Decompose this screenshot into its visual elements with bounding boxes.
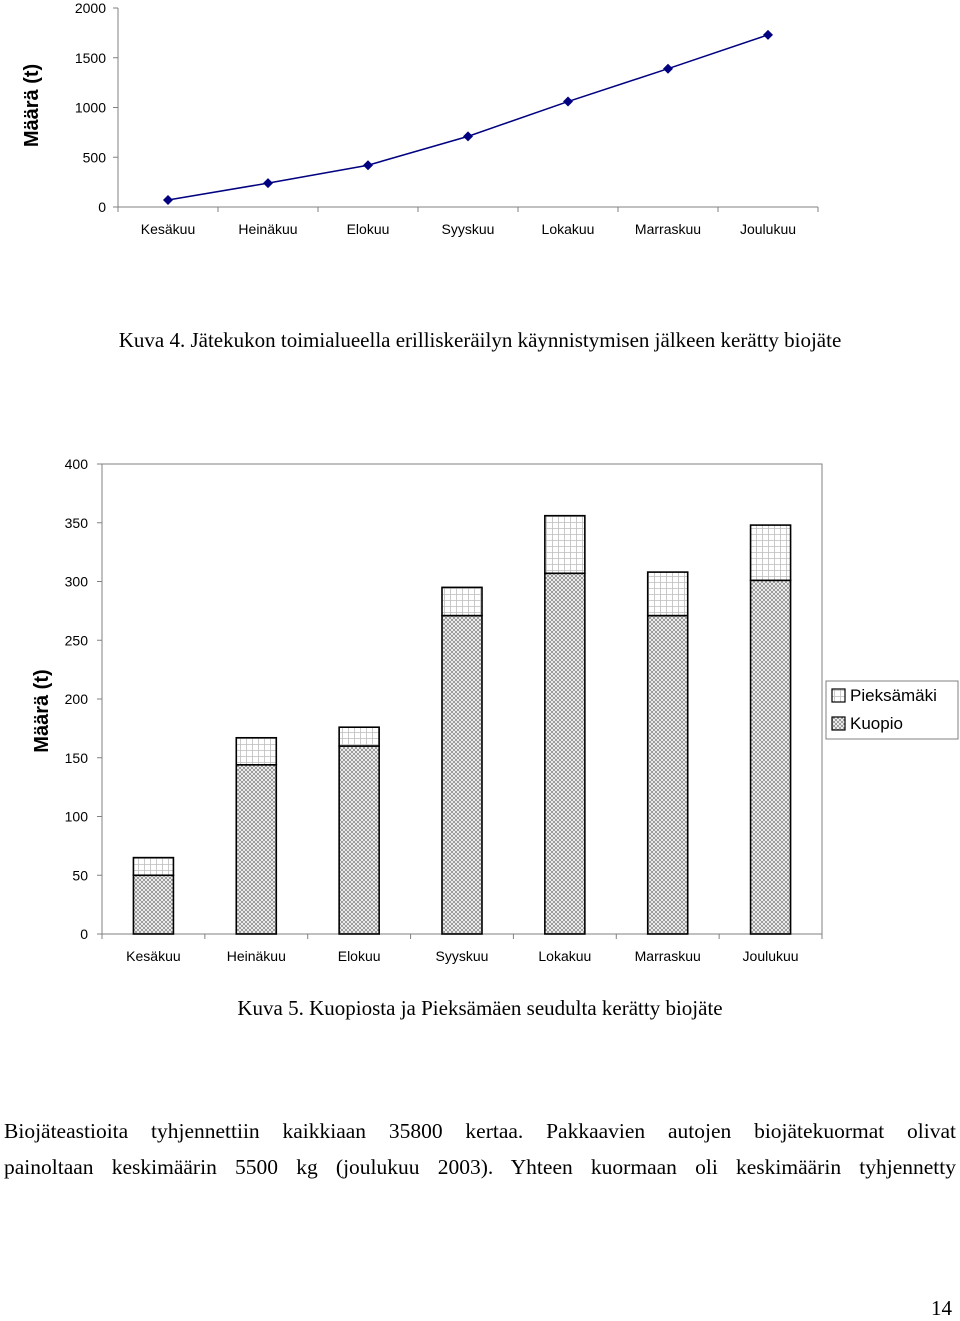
y-tick-label: 350 (64, 514, 88, 531)
x-tick-label: Syyskuu (435, 948, 489, 964)
x-tick-label: Joulukuu (739, 221, 797, 237)
bar-segment-kuopio (236, 765, 276, 934)
x-tick-label: Marraskuu (634, 948, 701, 964)
bar-segment-kuopio (751, 580, 791, 934)
y-tick-label: 400 (64, 456, 88, 472)
bar-segment-pieksamaki (339, 727, 379, 746)
x-tick-label: Kesäkuu (140, 221, 196, 237)
y-tick-label: 100 (64, 808, 88, 825)
y-tick-label: 0 (98, 199, 106, 215)
x-tick-label: Heinäkuu (238, 221, 298, 237)
y-tick-label: 250 (64, 632, 88, 649)
legend-swatch (832, 689, 845, 702)
x-tick-label: Marraskuu (634, 221, 702, 237)
x-tick-label: Elokuu (346, 221, 390, 237)
bar-segment-pieksamaki (648, 572, 688, 615)
legend (826, 681, 958, 739)
x-tick-label: Kesäkuu (126, 948, 181, 964)
legend-label: Kuopio (850, 714, 903, 733)
bar-segment-pieksamaki (236, 738, 276, 765)
bar-segment-kuopio (648, 616, 688, 934)
bar-segment-kuopio (133, 875, 173, 934)
y-tick-label: 1000 (74, 99, 106, 116)
legend-swatch (832, 717, 845, 730)
x-tick-label: Joulukuu (742, 948, 799, 964)
x-tick-label: Elokuu (337, 948, 381, 964)
bar-segment-pieksamaki (545, 516, 585, 574)
y-tick-label: 150 (64, 749, 88, 766)
y-tick-label: 500 (82, 149, 106, 166)
figure-4-caption: Kuva 4. Jätekukon toimialueella erilliskeräilyn käynnistymisen jälkeen kerätty biojäte (118, 328, 842, 352)
bar-segment-pieksamaki (133, 858, 173, 876)
bar-segment-kuopio (339, 746, 379, 934)
x-tick-label: Heinäkuu (226, 948, 286, 964)
y-tick-label: 300 (64, 573, 88, 590)
legend-label: Pieksämäki (850, 686, 937, 705)
bar-segment-pieksamaki (442, 587, 482, 615)
x-tick-label: Lokakuu (541, 221, 595, 237)
figure-5-caption: Kuva 5. Kuopiosta ja Pieksämäen seudulta kerätty biojäte (237, 996, 723, 1020)
body-text-line-2: painoltaan keskimäärin 5500 kg (joulukuu 2003). Yhteen kuormaan oli keskimäärin tyhjennetty (4, 1155, 956, 1179)
y-axis-title: Määrä (t) (21, 63, 43, 148)
y-tick-label: 2000 (74, 0, 106, 16)
y-tick-label: 0 (80, 926, 88, 942)
body-text-line-1: Biojäteastioita tyhjennettiin kaikkiaan 35800 kertaa. Pakkaavien autojen biojätekuormat olivat (4, 1119, 956, 1143)
y-axis-title: Määrä (t) (31, 669, 53, 753)
bar-segment-pieksamaki (751, 525, 791, 580)
y-tick-label: 1500 (74, 49, 106, 66)
x-tick-label: Syyskuu (441, 221, 495, 237)
bar-segment-kuopio (545, 573, 585, 934)
y-tick-label: 50 (72, 867, 88, 884)
x-tick-label: Lokakuu (538, 948, 592, 964)
y-tick-label: 200 (64, 691, 88, 707)
bar-segment-kuopio (442, 616, 482, 934)
page-number: 14 (931, 1296, 952, 1320)
